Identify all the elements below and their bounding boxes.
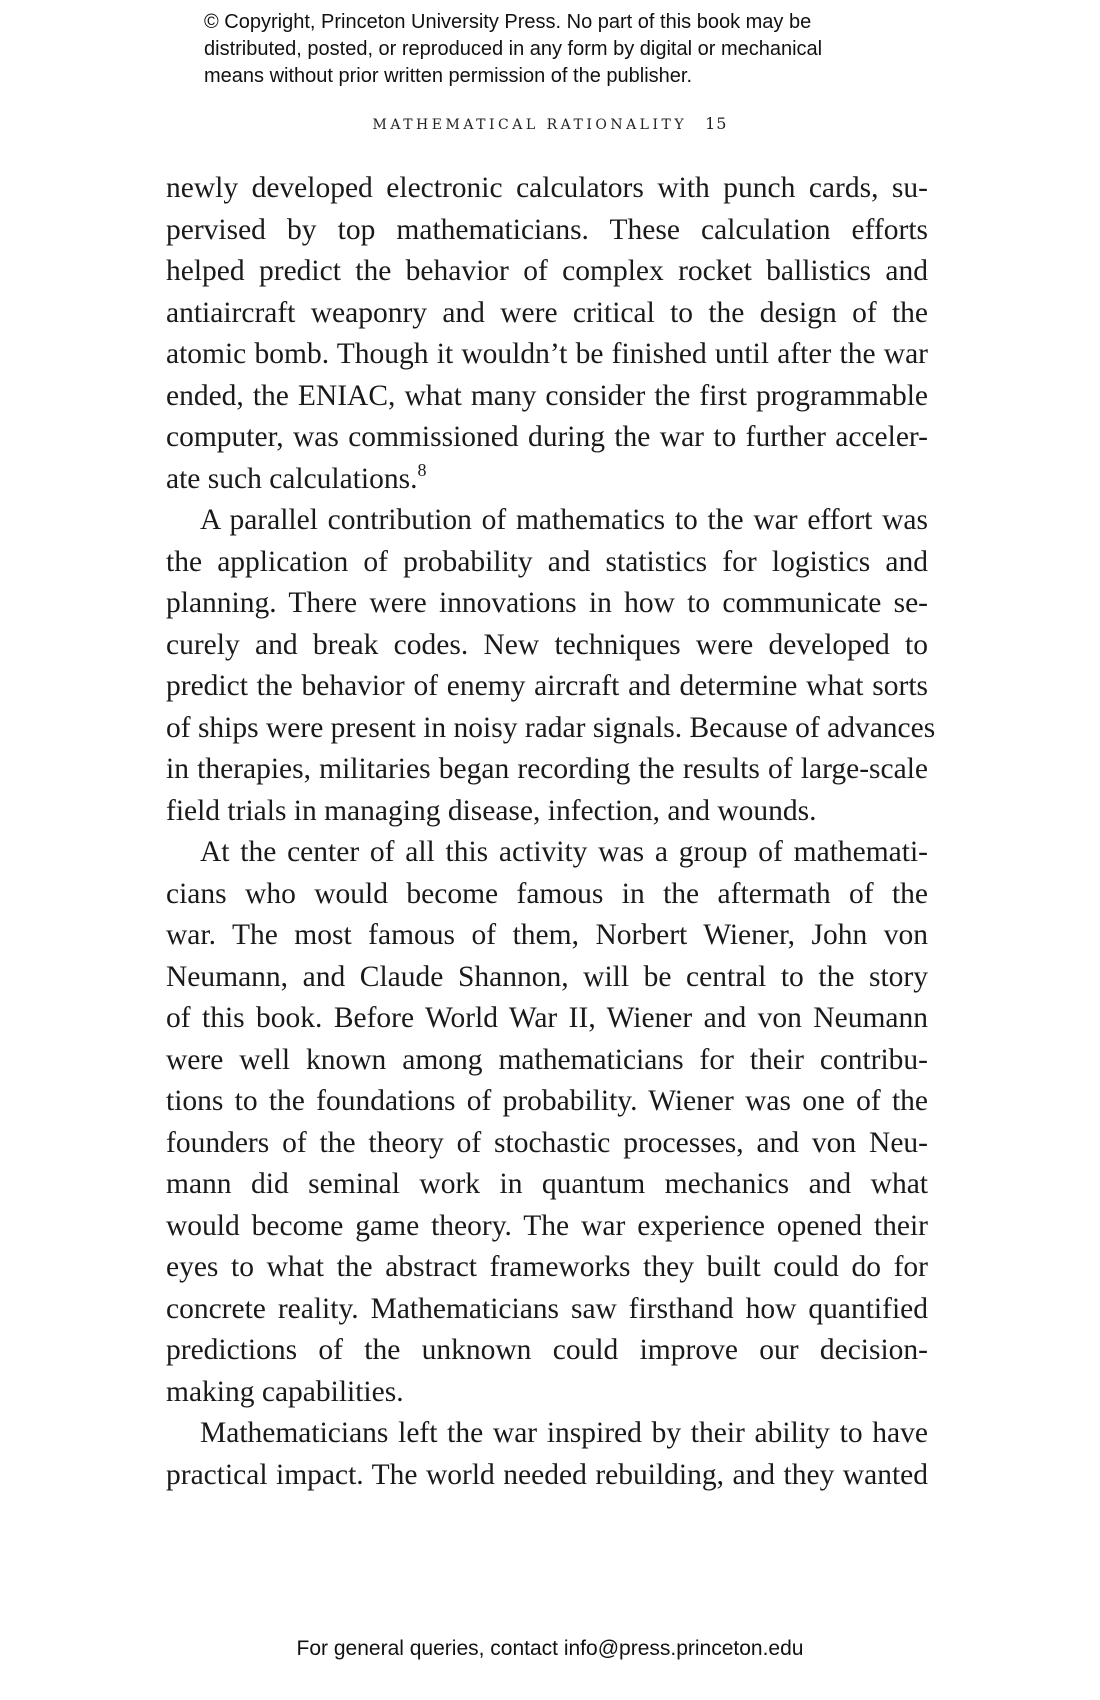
text-line-content: ate such calculations. — [166, 462, 418, 495]
text-line: concrete reality. Mathematicians saw firsthand how quantified — [166, 1292, 928, 1325]
text-line: ended, the ENIAC, what many consider the first programmable — [166, 379, 928, 412]
text-line: mann did seminal work in quantum mechanics and what — [166, 1168, 928, 1200]
text-line: cians who would become famous in the aftermath of the — [166, 877, 928, 910]
text-line: pervised by top mathematicians. These calculation efforts — [166, 213, 928, 246]
text-line: curely and break codes. New techniques were developed to — [166, 628, 928, 661]
text-line: newly developed electronic calculators with punch cards, su- — [166, 172, 928, 204]
page-number: 15 — [705, 114, 728, 133]
footer-contact: For general queries, contact info@press.princeton.edu — [296, 1637, 804, 1660]
body-text — [166, 168, 936, 1496]
text-line: the application of probability and statistics for logistics and — [166, 545, 928, 578]
text-line: were well known among mathematicians for their contribu- — [166, 1043, 928, 1076]
copyright-line: distributed, posted, or reproduced in any form by digital or mechanical — [204, 38, 823, 60]
text-line: predictions of the unknown could improve our decision- — [166, 1334, 928, 1366]
text-line: atomic bomb. Though it wouldn’t be finished until after the war — [166, 338, 928, 370]
text-line: tions to the foundations of probability. Wiener was one of the — [166, 1085, 928, 1117]
text-line: planning. There were innovations in how to communicate se- — [166, 587, 928, 619]
text-line: Neumann, and Claude Shannon, will be central to the story — [166, 960, 928, 993]
text-line: Mathematicians left the war inspired by their ability to have — [200, 1417, 928, 1449]
paragraph — [166, 832, 928, 1413]
copyright-notice — [204, 9, 924, 90]
footnote-marker[interactable]: 8 — [417, 459, 427, 480]
text-line — [166, 459, 928, 501]
copyright-line: means without prior written permission of the publisher. — [204, 65, 693, 87]
text-line: field trials in managing disease, infection, and wounds. — [166, 794, 817, 827]
running-head — [0, 114, 1100, 133]
text-line: founders of the theory of stochastic processes, and von Neu- — [166, 1126, 928, 1159]
text-line: would become game theory. The war experience opened their — [166, 1209, 928, 1242]
paragraph — [166, 500, 936, 832]
text-line: antiaircraft weaponry and were critical to the design of the — [166, 296, 928, 329]
text-line: computer, was commissioned during the war to further acceler- — [166, 421, 928, 453]
text-line: eyes to what the abstract frameworks they built could do for — [166, 1251, 928, 1283]
text-line: of this book. Before World War II, Wiener and von Neumann — [166, 1002, 928, 1034]
text-line: in therapies, militaries began recording the results of large-scale — [166, 753, 928, 785]
copyright-line: © Copyright, Princeton University Press. No part of this book may be — [204, 11, 812, 33]
text-line: predict the behavior of enemy aircraft and determine what sorts — [166, 670, 928, 702]
running-head-title: MATHEMATICAL RATIONALITY — [372, 117, 688, 133]
text-line: making capabilities. — [166, 1375, 404, 1408]
text-line: war. The most famous of them, Norbert Wiener, John von — [166, 919, 928, 951]
text-line: practical impact. The world needed rebuilding, and they wanted — [166, 1458, 928, 1491]
paragraph — [166, 1413, 928, 1496]
text-line: A parallel contribution of mathematics to the war effort was — [200, 504, 928, 536]
text-line: of ships were present in noisy radar signals. Because of advances — [166, 711, 936, 744]
text-line: helped predict the behavior of complex rocket ballistics and — [166, 255, 928, 287]
text-line: At the center of all this activity was a group of mathemati- — [200, 836, 928, 868]
paragraph — [166, 168, 928, 500]
